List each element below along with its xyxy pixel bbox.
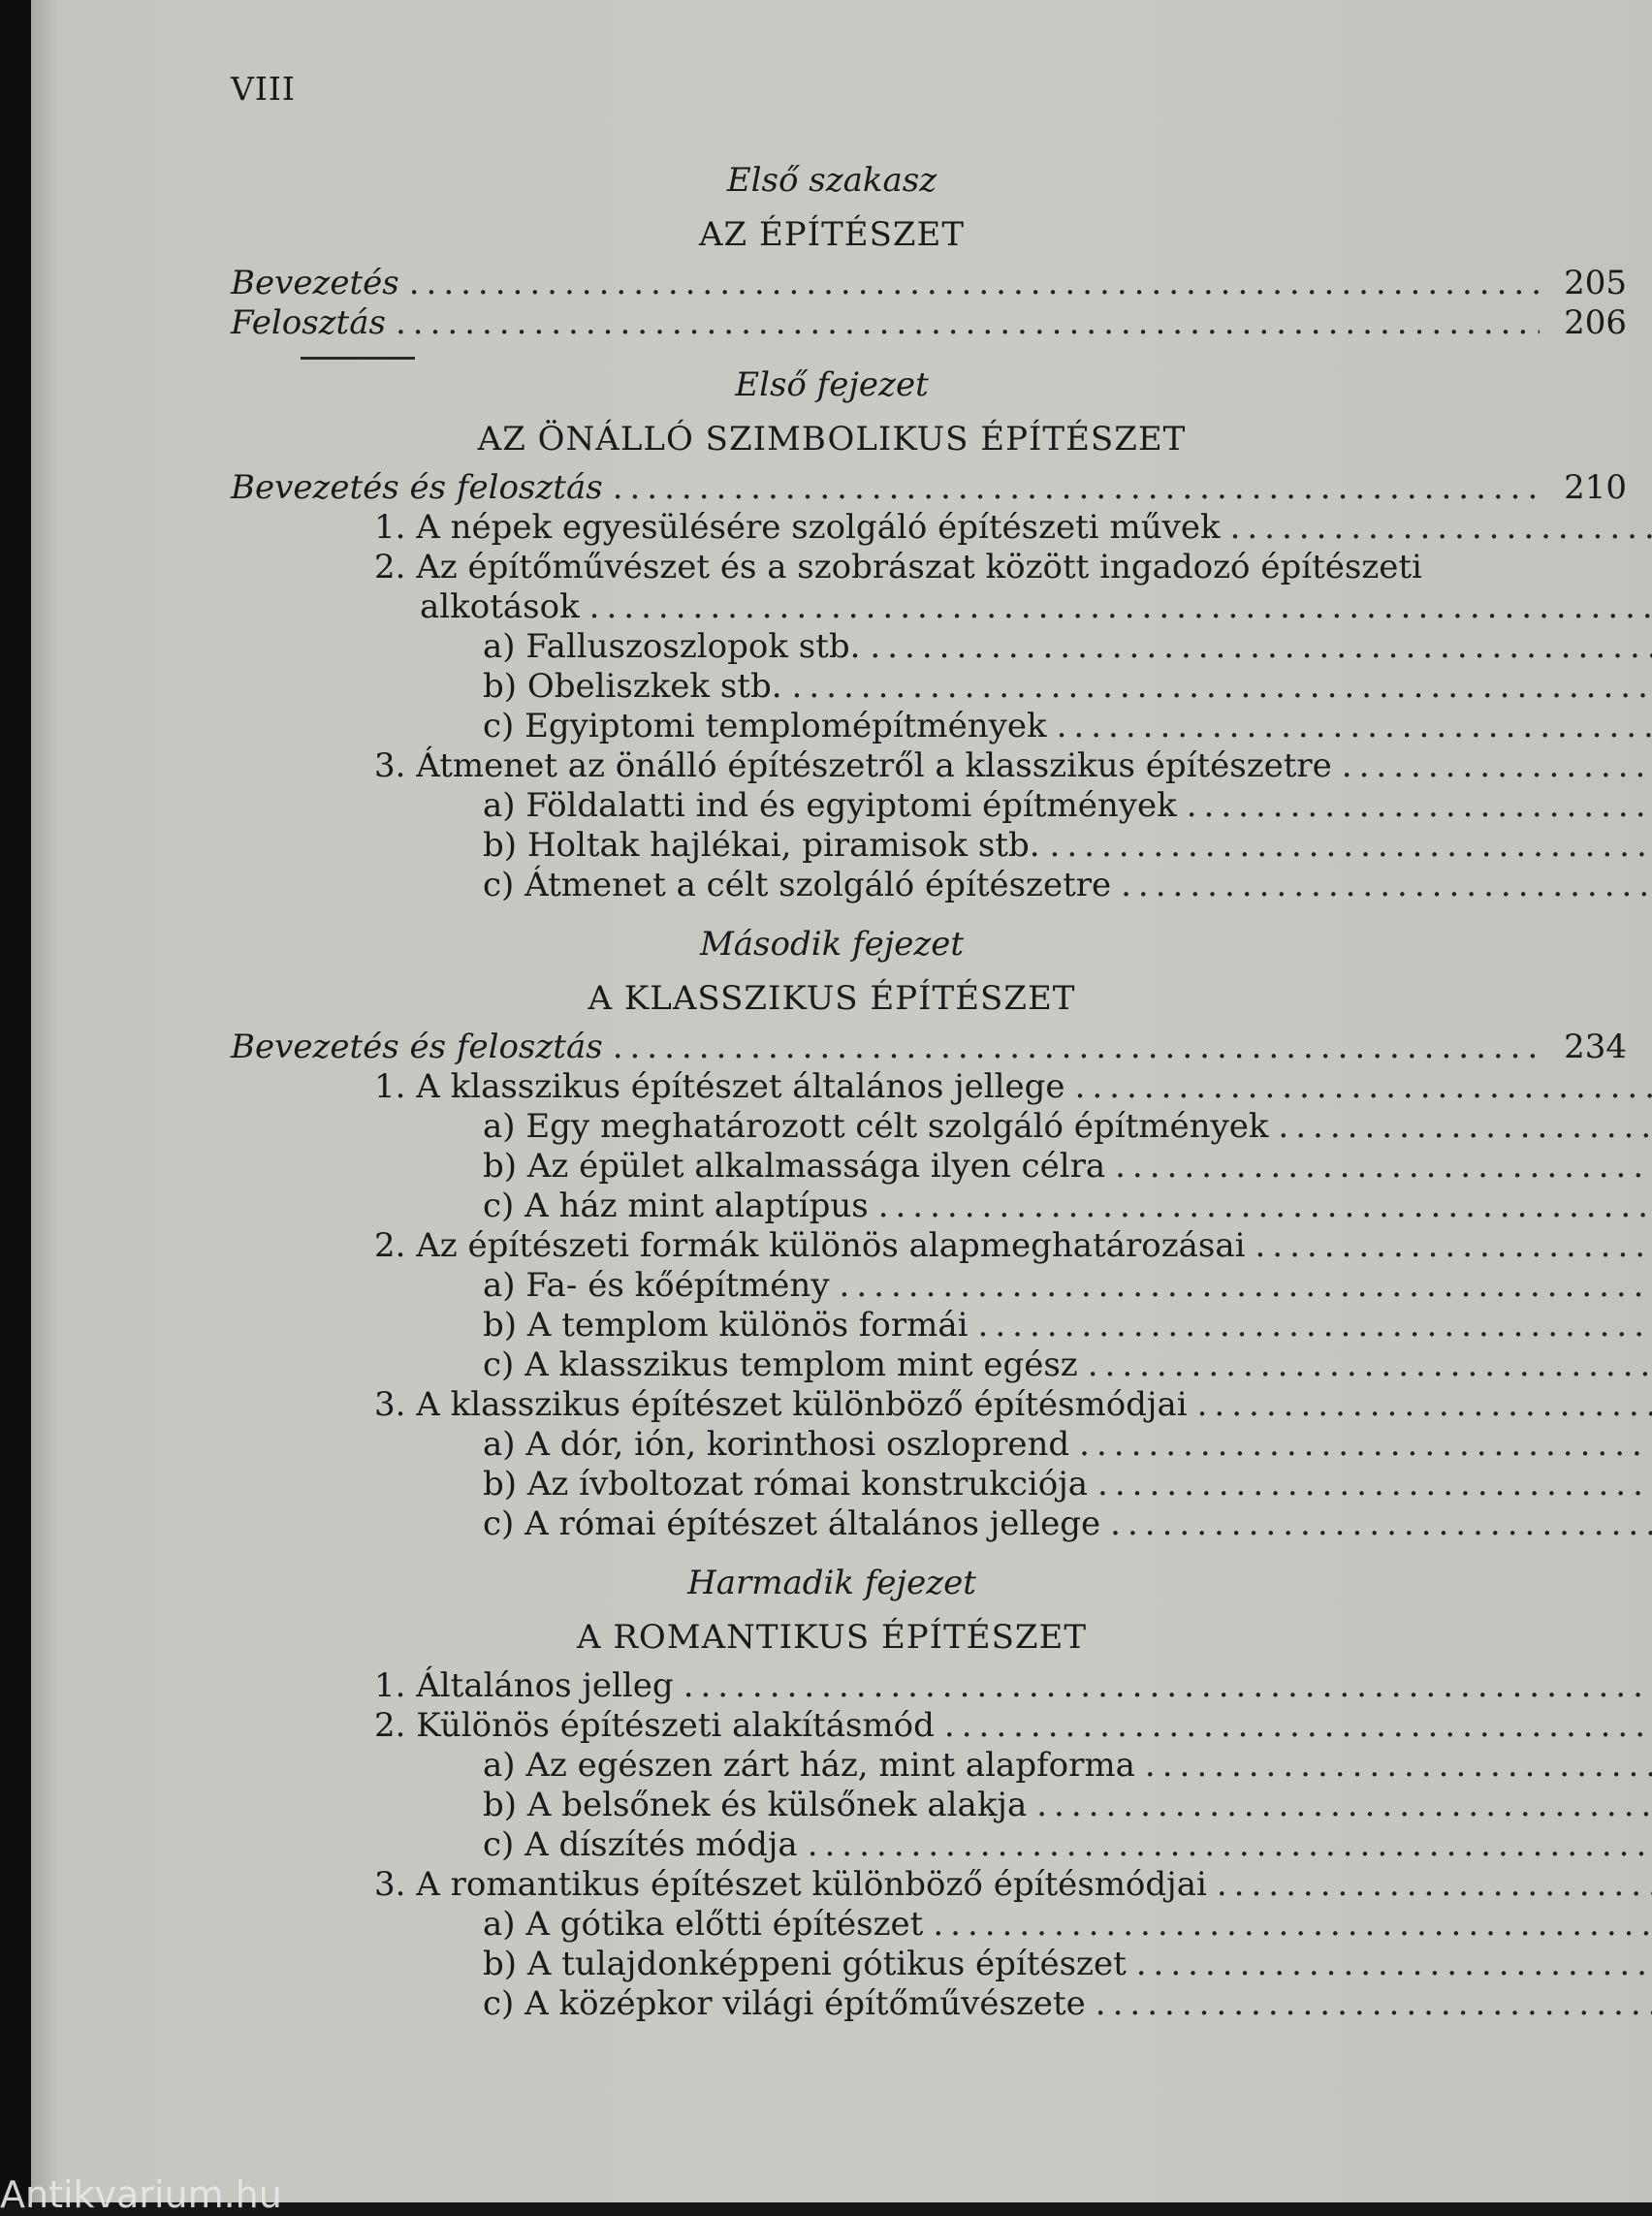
toc-entry[interactable] [231, 786, 1652, 826]
toc-entry-text: c) Egyiptomi templomépítmények [483, 707, 1047, 746]
toc-entry[interactable] [231, 1905, 1652, 1945]
toc-entry[interactable] [231, 303, 1627, 343]
toc-entry[interactable] [231, 1465, 1652, 1504]
toc-entry[interactable] [231, 1306, 1652, 1345]
toc-entry[interactable] [231, 1147, 1652, 1187]
toc-entry-text: b) Az ívboltozat római konstrukciója [483, 1465, 1088, 1504]
toc-entry[interactable] [231, 1385, 1652, 1425]
toc-entry[interactable] [231, 1984, 1652, 2024]
toc-entry-text: b) Az épület alkalmassága ilyen célra [483, 1147, 1105, 1187]
toc-entry[interactable] [231, 707, 1652, 746]
leader-dots [589, 587, 1652, 627]
leader-dots [1342, 746, 1652, 786]
leader-dots [1097, 1465, 1652, 1504]
leader-dots [683, 1666, 1652, 1706]
chapter-title: A KLASSZIKUS ÉPÍTÉSZET [231, 969, 1433, 1028]
leader-dots [1036, 1786, 1652, 1825]
leader-dots [1110, 1504, 1652, 1544]
toc-entry-text: c) A díszítés módja [483, 1825, 798, 1865]
toc-entry-text: alkotások [420, 587, 580, 627]
leader-dots [1217, 1865, 1652, 1905]
toc-entry[interactable] [231, 667, 1652, 707]
leader-dots [840, 1266, 1652, 1306]
leader-dots [1050, 826, 1652, 866]
toc-entry-text: b) A templom különös formái [483, 1306, 969, 1345]
toc-entry-text: a) A gótika előtti építészet [483, 1905, 923, 1945]
toc-entry-text: 3. A romantikus építészet különböző építésmódjai [374, 1865, 1207, 1905]
toc-entry-page: 210 [1549, 468, 1627, 508]
leader-dots [613, 1028, 1540, 1067]
toc-entry-text: b) Holtak hajlékai, piramisok stb. [483, 826, 1040, 866]
toc-entry-text: 3. A klasszikus építészet különböző építésmódjai [374, 1385, 1188, 1425]
leader-dots [1187, 786, 1652, 826]
toc-entry-text: a) Földalatti ind és egyiptomi építmények [483, 786, 1177, 826]
toc-entry[interactable] [231, 1345, 1652, 1385]
toc-entry-text: 2. Különös építészeti alakításmód [374, 1706, 935, 1746]
toc-entry[interactable] [231, 1706, 1652, 1746]
toc-entry-text: b) Obeliszkek stb. [483, 667, 782, 707]
toc-entry[interactable] [231, 826, 1652, 866]
chapter-caption: Második fejezet [231, 919, 1433, 969]
leader-dots [792, 667, 1652, 707]
toc-entry-text: 2. Az építészeti formák különös alapmeghatározásai [374, 1226, 1246, 1266]
toc-entry[interactable] [231, 1666, 1652, 1706]
leader-dots [1079, 1425, 1652, 1465]
toc-entry-text: c) A ház mint alaptípus [483, 1187, 869, 1226]
toc-entry[interactable] [231, 1504, 1652, 1544]
toc-entry[interactable] [231, 587, 1652, 627]
toc-entry[interactable] [231, 866, 1652, 905]
leader-dots [878, 1187, 1652, 1226]
toc-entry-text: a) Fa- és kőépítmény [483, 1266, 830, 1306]
leader-dots [1075, 1067, 1652, 1107]
leader-dots [409, 264, 1540, 303]
toc-entry-text: 1. Általános jelleg [374, 1666, 674, 1706]
toc-entry-text: 1. A klasszikus építészet általános jellege [374, 1067, 1065, 1107]
leader-dots [1096, 1984, 1652, 2024]
toc-entry[interactable] [231, 746, 1652, 786]
toc-entry-text: c) A klasszikus templom mint egész [483, 1345, 1078, 1385]
toc-entry-text: 3. Átmenet az önálló építészetről a klasszikus építészetre [374, 746, 1332, 786]
toc-entry[interactable] [231, 1945, 1652, 1984]
toc-entry-text: Felosztás [231, 303, 386, 343]
toc-entry[interactable] [231, 264, 1627, 303]
leader-dots [396, 303, 1540, 343]
toc-entry-text: a) A dór, ión, korinthosi oszloprend [483, 1425, 1069, 1465]
toc-entry-text: b) A tulajdonképpeni gótikus építészet [483, 1945, 1127, 1984]
toc-entry-text: 1. A népek egyesülésére szolgáló építészeti művek [374, 508, 1221, 548]
toc-entry[interactable] [231, 508, 1652, 548]
toc-entry-text: Bevezetés és felosztás [231, 468, 603, 508]
table-of-contents [231, 155, 1627, 2024]
leader-dots [1255, 1226, 1652, 1266]
toc-entry[interactable] [231, 1425, 1652, 1465]
leader-dots [1197, 1385, 1652, 1425]
toc-entry-text: Bevezetés [231, 264, 399, 303]
leader-dots [870, 627, 1652, 667]
leader-dots [1057, 707, 1652, 746]
toc-entry[interactable] [231, 1266, 1652, 1306]
leader-dots [1088, 1345, 1652, 1385]
section-title: AZ ÉPÍTÉSZET [231, 206, 1433, 264]
toc-entry[interactable] [231, 1107, 1652, 1147]
toc-entry-text: b) A belsőnek és külsőnek alakja [483, 1786, 1027, 1825]
toc-entry-page: 206 [1549, 303, 1627, 343]
toc-entry[interactable] [231, 1028, 1627, 1067]
toc-entry-text: c) A középkor világi építőművészete [483, 1984, 1086, 2024]
toc-entry-page: 205 [1549, 264, 1627, 303]
leader-dots [978, 1306, 1652, 1345]
chapter-title: AZ ÖNÁLLÓ SZIMBOLIKUS ÉPÍTÉSZET [231, 410, 1433, 468]
chapter-caption: Harmadik fejezet [231, 1558, 1433, 1608]
toc-entry[interactable] [231, 627, 1652, 667]
toc-entry[interactable] [231, 1825, 1652, 1865]
leader-dots [1136, 1945, 1652, 1984]
leader-dots [1230, 508, 1652, 548]
toc-entry-page: 234 [1549, 1028, 1627, 1067]
toc-entry-text: a) Falluszoszlopok stb. [483, 627, 860, 667]
section-caption: Első szakasz [231, 155, 1433, 206]
leader-dots [944, 1706, 1652, 1746]
leader-dots [613, 468, 1540, 508]
toc-entry-text-line1: 2. Az építőművészet és a szobrászat között ingadozó építészeti [231, 548, 1627, 587]
toc-entry-text: a) Az egészen zárt ház, mint alapforma [483, 1746, 1135, 1786]
leader-dots [1121, 866, 1652, 905]
toc-entry-text: a) Egy meghatározott célt szolgáló építmények [483, 1107, 1268, 1147]
chapter-title: A ROMANTIKUS ÉPÍTÉSZET [231, 1608, 1433, 1666]
page-number: VIII [231, 70, 296, 108]
toc-entry[interactable] [231, 1067, 1652, 1107]
leader-dots [933, 1905, 1652, 1945]
toc-entry[interactable] [231, 1865, 1652, 1905]
watermark: Antikvarium.hu [0, 2173, 282, 2216]
leader-dots [808, 1825, 1652, 1865]
toc-entry[interactable] [231, 1746, 1652, 1786]
toc-entry[interactable] [231, 1786, 1652, 1825]
leader-dots [1145, 1746, 1652, 1786]
toc-entry[interactable] [231, 1187, 1652, 1226]
toc-entry[interactable] [231, 468, 1627, 508]
book-page [31, 0, 1652, 2202]
leader-dots [1278, 1107, 1652, 1147]
toc-entry-text: c) Átmenet a célt szolgáló építészetre [483, 866, 1111, 905]
toc-entry-text: c) A római építészet általános jellege [483, 1504, 1100, 1544]
leader-dots [1115, 1147, 1652, 1187]
book-spine-shadow [0, 0, 31, 2202]
toc-entry-text: Bevezetés és felosztás [231, 1028, 603, 1067]
chapter-caption: Első fejezet [231, 360, 1433, 410]
toc-entry[interactable] [231, 1226, 1652, 1266]
